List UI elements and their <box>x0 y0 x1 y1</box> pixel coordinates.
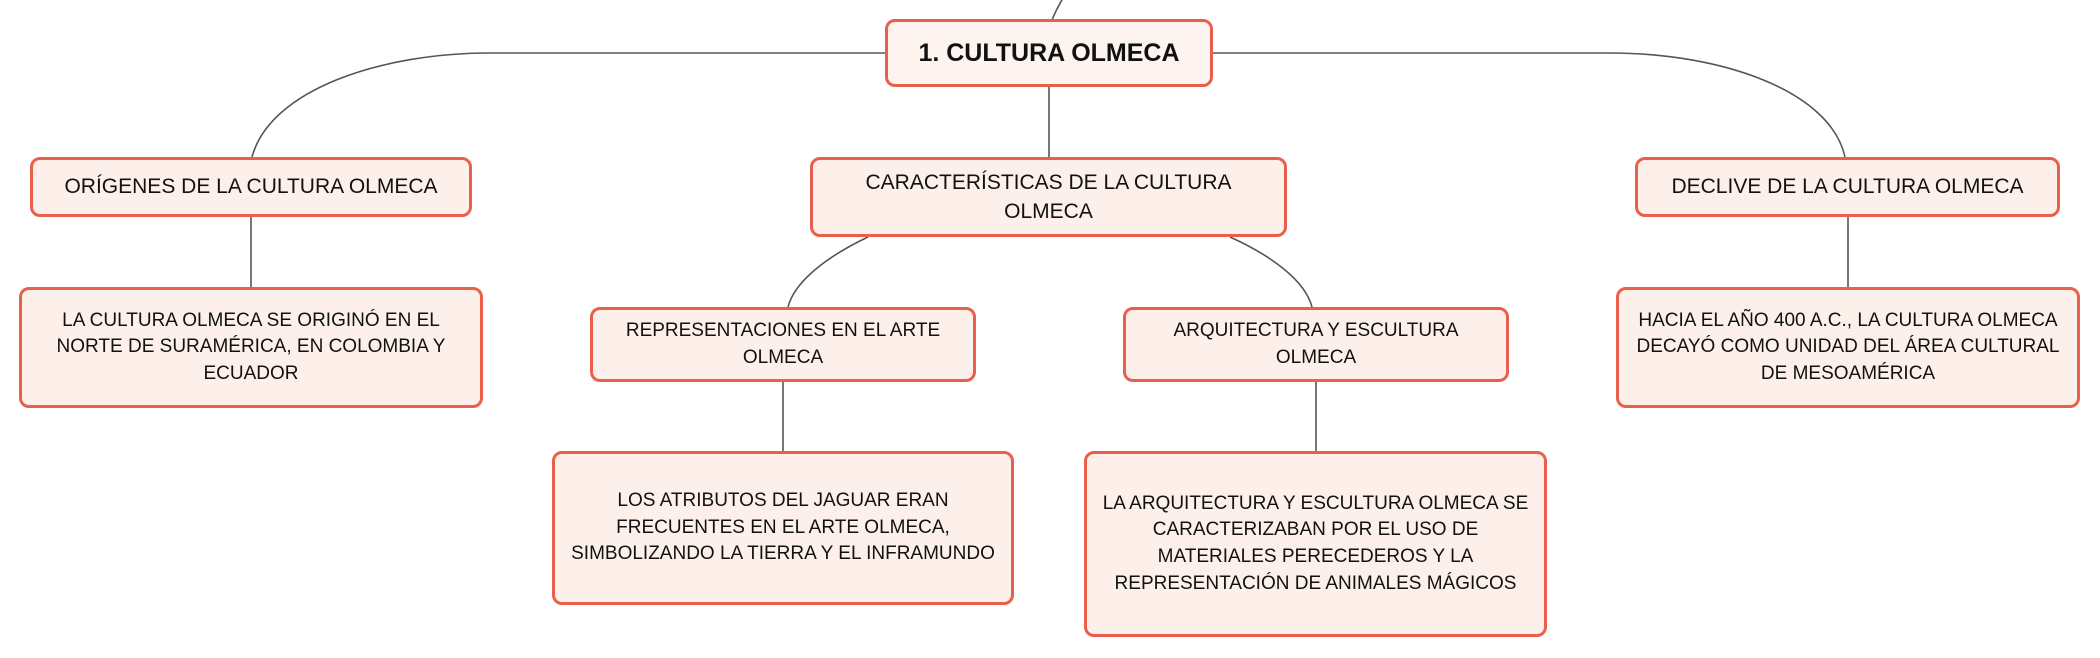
root-node[interactable]: 1. CULTURA OLMECA <box>885 19 1213 87</box>
connector-root-declive <box>1213 53 1845 157</box>
subtopic-representaciones[interactable]: REPRESENTACIONES EN EL ARTE OLMECA <box>590 307 976 382</box>
connector-caracteristicas-representaciones <box>788 237 868 307</box>
connector-parent-root <box>1052 0 1062 20</box>
detail-origenes[interactable]: LA CULTURA OLMECA SE ORIGINÓ EN EL NORTE DE SURAMÉRICA, EN COLOMBIA Y ECUADOR <box>19 287 483 408</box>
detail-declive[interactable]: HACIA EL AÑO 400 A.C., LA CULTURA OLMECA DECAYÓ COMO UNIDAD DEL ÁREA CULTURAL DE MESOAMÉRICA <box>1616 287 2080 408</box>
topic-caracteristicas[interactable]: CARACTERÍSTICAS DE LA CULTURA OLMECA <box>810 157 1287 237</box>
topic-origenes[interactable]: ORÍGENES DE LA CULTURA OLMECA <box>30 157 472 217</box>
subtopic-arquitectura[interactable]: ARQUITECTURA Y ESCULTURA OLMECA <box>1123 307 1509 382</box>
detail-representaciones[interactable]: LOS ATRIBUTOS DEL JAGUAR ERAN FRECUENTES EN EL ARTE OLMECA, SIMBOLIZANDO LA TIERRA Y EL INFRAMUNDO <box>552 451 1014 605</box>
topic-declive[interactable]: DECLIVE DE LA CULTURA OLMECA <box>1635 157 2060 217</box>
connector-root-origenes <box>252 53 885 157</box>
detail-arquitectura[interactable]: LA ARQUITECTURA Y ESCULTURA OLMECA SE CARACTERIZABAN POR EL USO DE MATERIALES PERECEDEROS Y LA REPRESENTACIÓN DE ANIMALES MÁGICOS <box>1084 451 1547 637</box>
connector-caracteristicas-arquitectura <box>1230 237 1312 307</box>
